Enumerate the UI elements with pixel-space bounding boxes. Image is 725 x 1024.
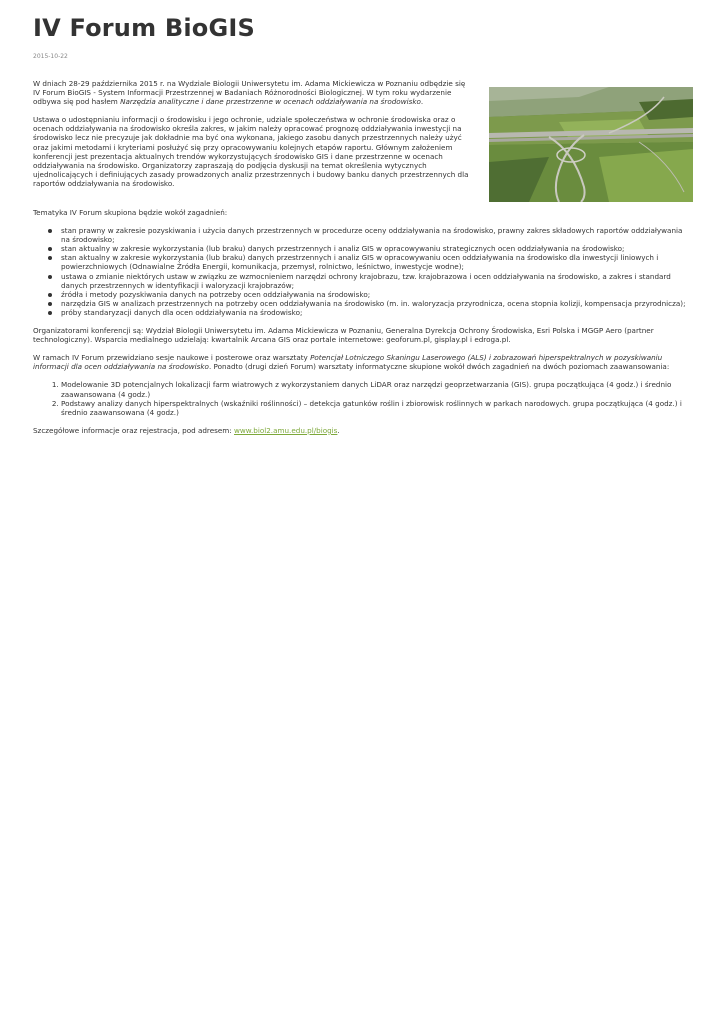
context-paragraph: Ustawa o udostępnianiu informacji o środowisku i jego ochronie, udziale społeczeństwa w ochronie środowiska oraz o ocenach oddziaływania na środowisko określa zakres, w jakim należy opracować prognozę oddziaływania inwestycji na środowisko lecz nie precyzuje jak dokładnie ma być ona wykonana, jakiego zasobu danych przestrzennych należy użyć oraz jakimi metodami i kryteriami posłużyć się przy opracowywaniu kolejnych etapów raportu. Głównym założeniem konferencji jest prezentacja aktualnych trendów wykorzystujących środowisko GIS i dane przestrzenne w ocenach oddziaływania na środowisko. Organizatorzy zapraszają do podjęcia dyskusji na temat określenia wytycznych ujednolicających i definiujących zasady prowadzonych analiz przestrzennych i budowy banku danych przestrzennych dla raportów oddziaływania na środowisko. (33, 115, 469, 188)
aerial-highway-photo (489, 87, 693, 202)
workshops-paragraph: W ramach IV Forum przewidziano sesje naukowe i posterowe oraz warsztaty Potencjał Lotniczego Skaningu Laserowego (ALS) i zobrazowań hiperspektralnych w pozyskiwaniu informacji dla ocen oddziaływania na środowisko. Ponadto (drugi dzień Forum) warsztaty informatyczne skupione wokół dwóch zagadnień na dwóch poziomach zaawansowania: (33, 353, 670, 372)
event-motto: Narzędzia analityczne i dane przestrzenne w ocenach oddziaływania na środowisko (120, 97, 421, 107)
workshop-title: Potencjał Lotniczego Skaningu Laserowego (ALS) i zobrazowań hiperspektralnych w pozyskiwaniu informacji dla ocen oddziaływania na środowisko (33, 353, 663, 372)
list-item: narzędzia GIS w analizach przestrzennych na potrzeby ocen oddziaływania na środowisko (m. in. waloryzacja przyrodnicza, ocena stopnia kolizji, kompensacja przyrodnicza); (61, 299, 693, 308)
details-paragraph: Szczegółowe informacje oraz rejestracja, pod adresem: www.biol2.amu.edu.pl/biogis. (33, 425, 340, 435)
intro-paragraph: W dniach 28-29 października 2015 r. na Wydziale Biologii Uniwersytetu im. Adama Mickiewicza w Poznaniu odbędzie się IV Forum BioGIS - System Informacji Przestrzennej w Badaniach Różnorodności Biologicznej. W tym roku wydarzenie odbywa się pod hasłem Narzędzia analityczne i dane przestrzenne w ocenach oddziaływania na środowisko. (33, 79, 466, 107)
workshops-list (33, 380, 693, 416)
list-item: stan aktualny w zakresie wykorzystania (lub braku) danych przestrzennych i analiz GIS w opracowywaniu ocen oddziaływania na środowisko dla inwestycji liniowych i powierzchniowych (Odnawialne Źródła Energii, komunikacja, przemysł, rolnictwo, leśnictwo, inwestycje wodne); (61, 253, 693, 271)
post-date: 2015-10-22 (33, 53, 68, 60)
list-item: próby standaryzacji danych dla ocen oddziaływania na środowisko; (61, 308, 693, 317)
page-title: IV Forum BioGIS (33, 14, 255, 42)
list-item: 1. Modelowanie 3D potencjalnych lokalizacji farm wiatrowych z wykorzystaniem danych LiDAR oraz narzędzi geoprzetwarzania (GIS). grupa początkująca (4 godz.) i średnio zaawansowana (4 godz.) (61, 380, 693, 398)
list-item: źródła i metody pozyskiwania danych na potrzeby ocen oddziaływania na środowisko; (61, 290, 693, 299)
organizers-paragraph: Organizatorami konferencji są: Wydział Biologii Uniwersytetu im. Adama Mickiewicza w Poznaniu, Generalna Dyrekcja Ochrony Środowiska, Esri Polska i MGGP Aero (partner technologiczny). Wsparcia medialnego udzielają: kwartalnik Arcana GIS oraz portale internetowe: geoforum.pl, gisplay.pl i edroga.pl. (33, 326, 654, 345)
article-body (33, 79, 693, 444)
topics-list (33, 226, 693, 317)
intro-section (33, 79, 693, 208)
registration-link[interactable]: www.biol2.amu.edu.pl/biogis (234, 425, 338, 435)
list-item: stan aktualny w zakresie wykorzystania (lub braku) danych przestrzennych i analiz GIS w opracowywaniu strategicznych ocen oddziaływania na środowisko; (61, 244, 693, 253)
list-item: 2. Podstawy analizy danych hiperspektralnych (wskaźniki roślinności) – detekcja gatunków roślin i zbiorowisk roślinnych w parkach narodowych. grupa początkująca (4 godz.) i średnio zaawansowana (4 godz.) (61, 399, 693, 417)
topics-intro: Tematyka IV Forum skupiona będzie wokół zagadnień: (33, 208, 228, 217)
list-item: ustawa o zmianie niektórych ustaw w związku ze wzmocnieniem narzędzi ochrony krajobrazu, tzw. krajobrazowa i ocen oddziaływania na środowisko, a zakres i standard danych przestrzennych w identyfikacji i waloryzacji krajobrazów; (61, 272, 693, 290)
list-item: stan prawny w zakresie pozyskiwania i użycia danych przestrzennych w procedurze oceny oddziaływania na środowisko, prawny zakres składowych raportów oddziaływania na środowisko; (61, 226, 693, 244)
